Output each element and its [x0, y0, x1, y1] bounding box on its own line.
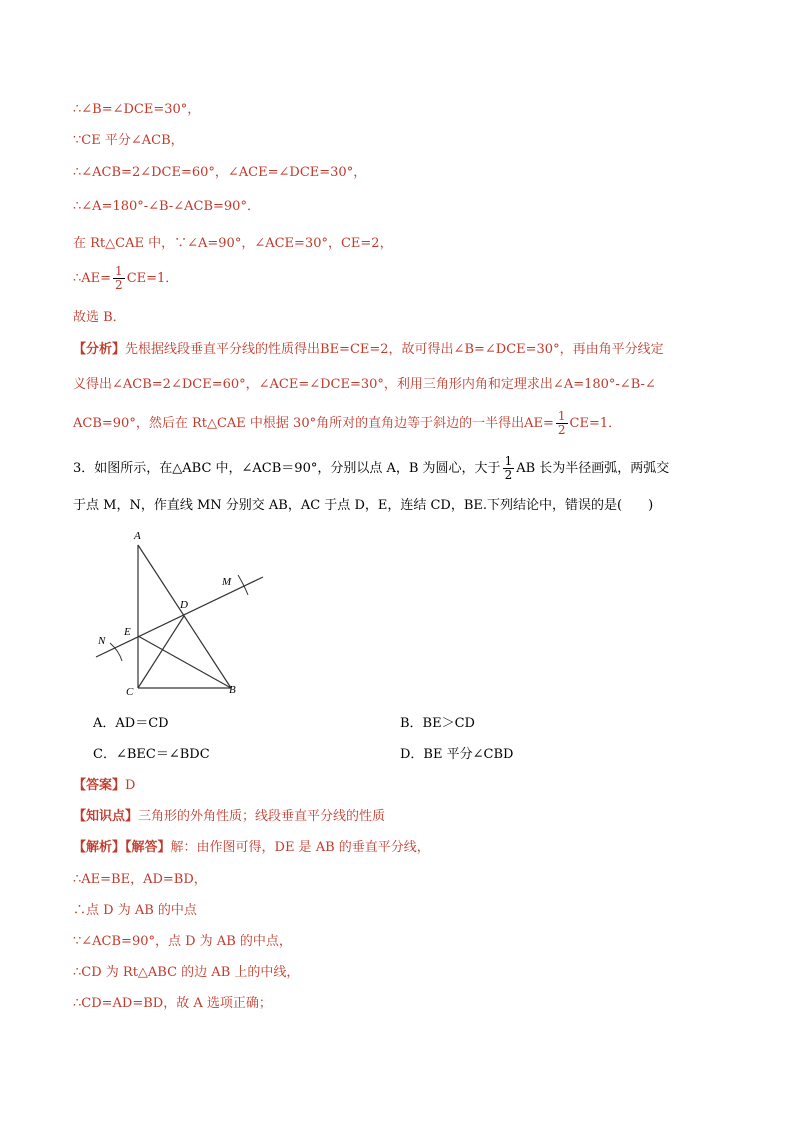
option-a: A．AD＝CD: [93, 716, 169, 731]
fraction-half: [503, 455, 515, 482]
analysis-tag: 【分析】: [73, 342, 126, 357]
sol-line-3: ∴∠ACB=2∠DCE=60°，∠ACE=∠DCE=30°，: [73, 165, 367, 180]
sol-line-7: 故选 B．: [73, 310, 126, 325]
solution-line-0: [73, 839, 430, 857]
option-d: D．BE 平分∠CBD: [400, 747, 514, 762]
fraction-num: 1: [115, 264, 123, 278]
sol-line-2: ∵CE 平分∠ACB，: [73, 133, 184, 148]
analysis-text-3-post: CE=1．: [569, 416, 622, 431]
solution-line-5: ∴CD=AD=BD，故 A 选项正确；: [73, 996, 272, 1011]
triangle-figure: [88, 525, 278, 705]
knowledge-line: [73, 808, 385, 826]
sol-line-6: [73, 265, 178, 292]
label-E: E: [124, 626, 131, 638]
question-3-line-1: [73, 455, 669, 482]
segment-CD: [138, 616, 184, 688]
solution-tag: 【解析】【解答】: [73, 840, 171, 855]
fraction-den: 2: [115, 278, 123, 292]
solution-line-2: ∴点 D 为 AB 的中点: [73, 903, 197, 918]
fraction-den: 2: [504, 468, 513, 482]
q3-text-pre: 3．如图所示，在△ABC 中，∠ACB＝90°，分别以点 A，B 为圆心，大于: [73, 461, 501, 476]
question-3-line-2: 于点 M，N，作直线 MN 分别交 AB，AC 于点 D，E，连结 CD，BE.下列结论中，错误的是( ): [73, 498, 654, 513]
solution-line-1: ∴AE=BE，AD=BD，: [73, 872, 207, 887]
sol-line-5: 在 Rt△CAE 中，∵∠A=90°，∠ACE=30°，CE=2，: [73, 236, 393, 251]
analysis-line-1: [73, 341, 664, 359]
solution-text-0: 解：由作图可得，DE 是 AB 的垂直平分线，: [170, 840, 430, 855]
label-M: M: [222, 576, 232, 588]
label-N: N: [98, 635, 106, 647]
fraction-half: [113, 265, 125, 292]
option-c: C．∠BEC＝∠BDC: [93, 747, 210, 762]
fraction-den: 2: [557, 423, 566, 437]
fraction-num: 1: [557, 409, 566, 423]
analysis-line-2: 义得出∠ACB=2∠DCE=60°，∠ACE=∠DCE=30°，利用三角形内角和定理求出∠A=180°-∠B-∠: [73, 377, 656, 392]
sol-line-1: ∴∠B=∠DCE=30°，: [73, 102, 201, 117]
label-B: B: [229, 684, 236, 696]
analysis-text-1: 先根据线段垂直平分线的性质得出BE=CE=2，故可得出∠B=∠DCE=30°，再由角平分线定: [125, 342, 664, 357]
label-A: A: [134, 530, 141, 542]
analysis-line-3: [73, 410, 621, 437]
label-C: C: [126, 686, 134, 698]
answer-line: [73, 777, 135, 795]
analysis-text-3-pre: ACB=90°，然后在 Rt△CAE 中根据 30°角所对的直角边等于斜边的一半得出AE=: [73, 416, 554, 431]
sol-line-4: ∴∠A=180°-∠B-∠ACB=90°．: [73, 199, 260, 214]
answer-tag: 【答案】: [73, 778, 126, 793]
fraction-num: 1: [504, 454, 513, 468]
sol-line-6-post: CE=1．: [126, 271, 179, 286]
segment-BE: [138, 636, 231, 688]
knowledge-value: 三角形的外角性质；线段垂直平分线的性质: [138, 809, 386, 824]
solution-line-3: ∵∠ACB=90°，点 D 为 AB 的中点，: [73, 934, 292, 949]
q3-text-post: AB 长为半径画弧，两弧交: [516, 461, 670, 476]
sol-line-6-pre: ∴AE=: [73, 271, 112, 286]
label-D: D: [180, 599, 188, 611]
option-b: B．BE＞CD: [400, 716, 475, 731]
knowledge-tag: 【知识点】: [73, 809, 139, 824]
solution-line-4: ∴CD 为 Rt△ABC 的边 AB 上的中线，: [73, 965, 300, 980]
fraction-half: [556, 410, 568, 437]
line-MN: [96, 577, 263, 657]
answer-value: D: [125, 778, 136, 793]
